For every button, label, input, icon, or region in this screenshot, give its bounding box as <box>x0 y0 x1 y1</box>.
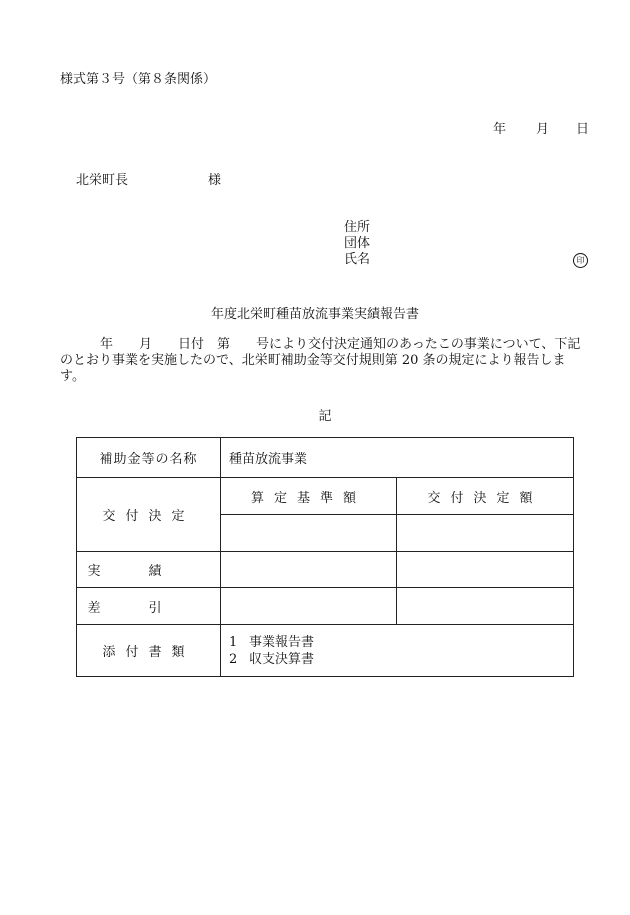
decision-label: 交付決定 <box>77 478 221 552</box>
table-row-decision-header <box>77 478 574 515</box>
date-month-label: 月 <box>536 122 550 137</box>
recipient-honorific: 様 <box>208 173 222 188</box>
body-paragraph: 年 月 日付 第 号により交付決定通知のあったこの事業について、下記のとおり事業を実施したので、北栄町補助金等交付規則第 20 条の規定により報告します。 <box>60 337 581 384</box>
col-standard-amount: 算定基準額 <box>221 478 397 515</box>
attachments-list <box>221 625 574 677</box>
actual-standard-cell <box>221 552 397 588</box>
sender-name-label: 氏名 <box>344 252 371 267</box>
form-number: 様式第３号（第８条関係） <box>60 72 217 87</box>
table-row-difference <box>77 588 574 625</box>
table-row-attachments <box>77 625 574 677</box>
table-row-name <box>77 438 574 478</box>
table-row-actual <box>77 552 574 588</box>
seal-mark: 印 <box>573 253 588 268</box>
attachments-label: 添付書類 <box>77 625 221 677</box>
sender-address-label: 住所 <box>344 220 371 235</box>
date-line <box>493 118 589 137</box>
difference-decided-cell <box>397 588 574 625</box>
actual-decided-cell <box>397 552 574 588</box>
attachment-item: 1 事業報告書 <box>229 634 315 650</box>
subsidy-name-label: 補助金等の名称 <box>77 438 221 478</box>
actual-label: 実績 <box>77 552 221 588</box>
difference-standard-cell <box>221 588 397 625</box>
sender-organization-label: 団体 <box>344 236 371 251</box>
decision-decided-cell <box>397 515 574 552</box>
sender-block <box>344 220 370 268</box>
recipient-mayor: 北栄町長 <box>76 173 129 188</box>
subsidy-name-value: 種苗放流事業 <box>221 438 574 478</box>
recipient <box>76 169 221 188</box>
decision-standard-cell <box>221 515 397 552</box>
difference-label: 差引 <box>77 588 221 625</box>
date-year-label: 年 <box>493 122 507 137</box>
col-decided-amount: 交付決定額 <box>397 478 574 515</box>
attachment-item: 2 収支決算書 <box>229 651 315 667</box>
document-title: 年度北栄町種苗放流事業実績報告書 <box>210 307 419 322</box>
date-day-label: 日 <box>576 122 590 137</box>
ki-heading: 記 <box>318 409 332 424</box>
summary-table <box>76 437 574 677</box>
